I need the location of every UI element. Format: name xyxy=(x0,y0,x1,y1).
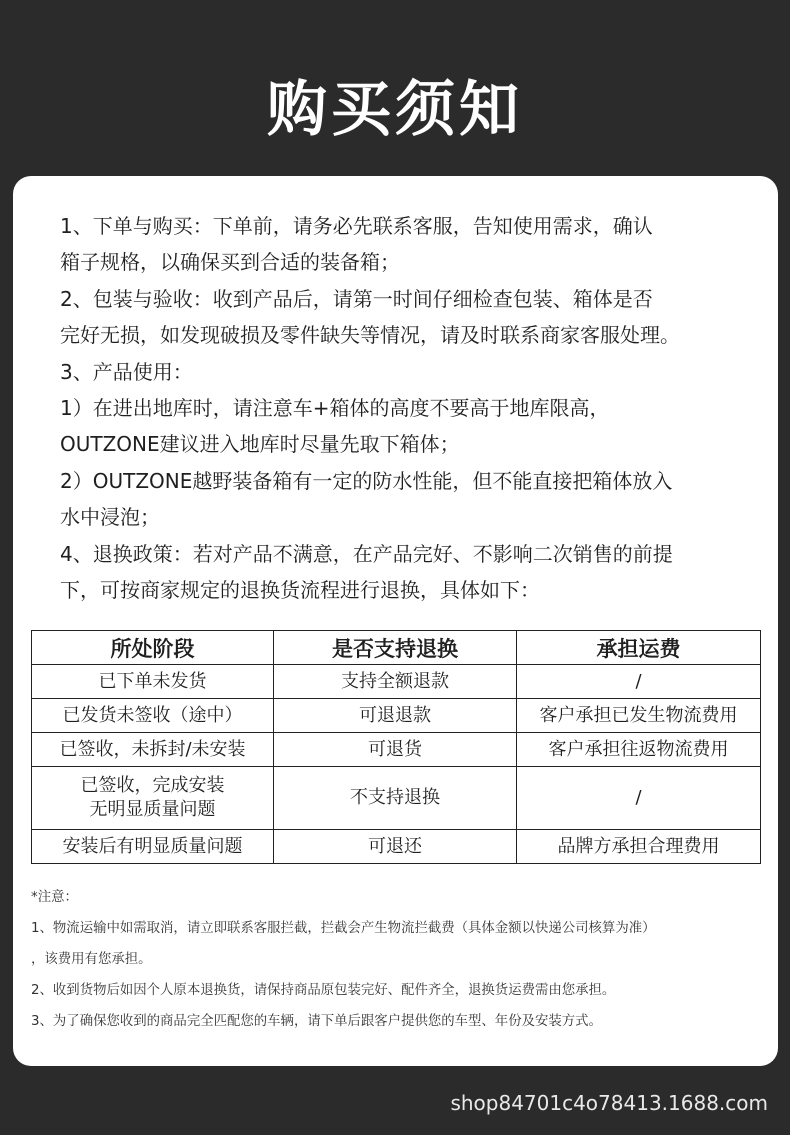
cell-fee: 客户承担已发生物流费用 xyxy=(517,699,761,733)
table-row xyxy=(32,665,761,699)
note-line: OUTZONE建议进入地库时尽量先取下箱体； xyxy=(60,432,460,457)
table-row xyxy=(32,830,761,864)
cell-fee: / xyxy=(517,665,761,699)
cell-support: 可退还 xyxy=(274,830,517,864)
cell-fee: / xyxy=(517,767,761,830)
cell-support: 不支持退换 xyxy=(274,767,517,830)
note-line: 箱子规格，以确保买到合适的装备箱； xyxy=(60,250,400,275)
header-stage: 所处阶段 xyxy=(32,631,274,665)
cell-support: 支持全额退款 xyxy=(274,665,517,699)
note-line: 4、退换政策：若对产品不满意，在产品完好、不影响二次销售的前提 xyxy=(60,541,673,566)
cell-stage: 安装后有明显质量问题 xyxy=(32,830,274,864)
footnote-line: *注意： xyxy=(31,890,78,905)
cell-stage xyxy=(32,767,274,830)
header-fee: 承担运费 xyxy=(517,631,761,665)
notice-card xyxy=(13,176,778,1066)
note-line: 下，可按商家规定的退换货流程进行退换，具体如下： xyxy=(60,578,540,603)
footnote-line: ，该费用有您承担。 xyxy=(31,952,152,967)
shop-watermark: shop84701c4o78413.1688.com xyxy=(450,1091,768,1115)
table-row xyxy=(32,733,761,767)
table-header-row xyxy=(32,631,761,665)
note-line: 水中浸泡； xyxy=(60,505,160,530)
cell-fee: 品牌方承担合理费用 xyxy=(517,830,761,864)
footnote-line: 2、收到货物后如因个人原本退换货，请保持商品原包装完好、配件齐全，退换货运费需由您承担。 xyxy=(31,983,616,998)
cell-stage-line: 已签收，完成安装 xyxy=(80,775,225,796)
table-row xyxy=(32,699,761,733)
cell-stage: 已签收，未拆封/未安装 xyxy=(32,733,274,767)
table-row xyxy=(32,767,761,830)
cell-fee: 客户承担往返物流费用 xyxy=(517,733,761,767)
cell-stage: 已发货未签收（途中） xyxy=(32,699,274,733)
footnote-line: 1、物流运输中如需取消，请立即联系客服拦截，拦截会产生物流拦截费（具体金额以快递公司核算为准） xyxy=(31,921,656,936)
cell-support: 可退货 xyxy=(274,733,517,767)
note-line: 1）在进出地库时，请注意车+箱体的高度不要高于地库限高， xyxy=(60,396,610,421)
note-line: 1、下单与购买：下单前，请务必先联系客服，告知使用需求，确认 xyxy=(60,214,653,238)
note-line: 2）OUTZONE越野装备箱有一定的防水性能，但不能直接把箱体放入 xyxy=(60,468,673,493)
note-line: 2、包装与验收：收到产品后，请第一时间仔细检查包装、箱体是否 xyxy=(60,286,653,311)
cell-stage-line: 无明显质量问题 xyxy=(89,799,216,820)
note-line: 3、产品使用： xyxy=(60,359,193,384)
page-title: 购买须知 xyxy=(267,75,523,145)
footnotes xyxy=(31,882,766,1037)
header-support: 是否支持退换 xyxy=(274,631,517,665)
cell-support: 可退退款 xyxy=(274,699,517,733)
note-line: 完好无损，如发现破损及零件缺失等情况，请及时联系商家客服处理。 xyxy=(60,323,680,348)
purchase-notes xyxy=(60,208,750,608)
cell-stage: 已下单未发货 xyxy=(32,665,274,699)
footnote-line: 3、为了确保您收到的商品完全匹配您的车辆，请下单后跟客户提供您的车型、年份及安装方式。 xyxy=(31,1014,602,1029)
return-policy-table xyxy=(31,630,761,864)
